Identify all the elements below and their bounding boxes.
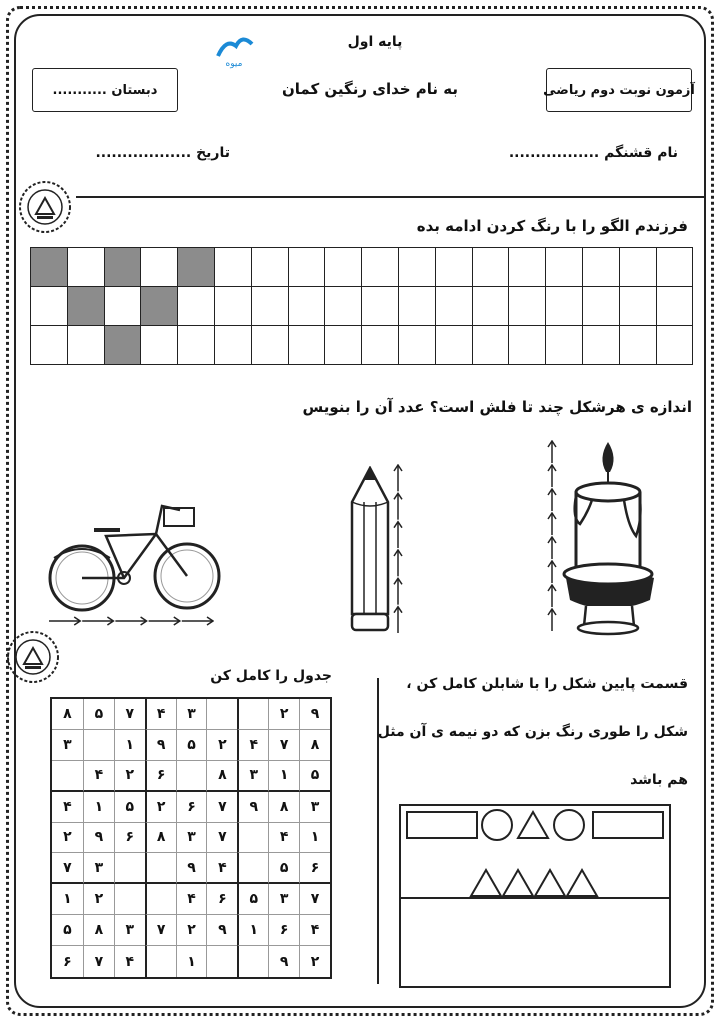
sudoku-cell: ۸ — [206, 761, 237, 792]
pattern-cell[interactable] — [215, 287, 252, 326]
pattern-cell[interactable] — [141, 287, 178, 326]
arrow-segment — [548, 465, 556, 487]
sudoku-cell: ۱ — [114, 730, 145, 761]
arrow-segment — [548, 609, 556, 631]
grade-label: پایه اول — [347, 34, 403, 50]
sudoku-cell: ۲ — [268, 699, 299, 730]
arrow-segment — [394, 607, 402, 633]
pattern-cell[interactable] — [31, 326, 68, 365]
pattern-cell[interactable] — [141, 248, 178, 287]
sudoku-cell: ۳ — [268, 884, 299, 915]
pattern-cell[interactable] — [509, 248, 546, 287]
pattern-cell[interactable] — [583, 248, 620, 287]
sudoku-cell: ۱ — [268, 761, 299, 792]
arrow-segment — [548, 489, 556, 511]
sudoku-cell: ۹ — [145, 730, 176, 761]
pattern-cell[interactable] — [399, 248, 436, 287]
sudoku-cell[interactable] — [83, 730, 114, 761]
arrow-segment — [82, 617, 113, 625]
sudoku-cell: ۵ — [237, 884, 268, 915]
arrow-segment — [548, 561, 556, 583]
sudoku-cell: ۵ — [176, 730, 207, 761]
sudoku-cell: ۳ — [176, 699, 207, 730]
pattern-cell[interactable] — [436, 326, 473, 365]
sudoku-cell: ۹ — [268, 946, 299, 977]
pattern-cell[interactable] — [583, 326, 620, 365]
sudoku-grid[interactable] — [50, 697, 332, 979]
arrow-segment — [548, 513, 556, 535]
pattern-cell[interactable] — [141, 326, 178, 365]
pattern-cell[interactable] — [473, 287, 510, 326]
sudoku-cell: ۷ — [52, 853, 83, 884]
triangle-shape — [567, 870, 597, 896]
circle-shape — [482, 810, 512, 840]
sudoku-cell: ۸ — [268, 792, 299, 823]
sudoku-cell: ۲ — [145, 792, 176, 823]
pattern-cell[interactable] — [68, 287, 105, 326]
pencil-icon — [348, 466, 392, 634]
pattern-cell[interactable] — [473, 248, 510, 287]
sudoku-cell: ۴ — [237, 730, 268, 761]
sudoku-cell: ۶ — [206, 884, 237, 915]
pattern-cell[interactable] — [399, 287, 436, 326]
pattern-cell[interactable] — [178, 287, 215, 326]
pattern-cell[interactable] — [436, 287, 473, 326]
sudoku-cell: ۳ — [52, 730, 83, 761]
sudoku-cell: ۷ — [206, 823, 237, 854]
sudoku-cell: ۶ — [268, 915, 299, 946]
sudoku-cell[interactable] — [206, 946, 237, 977]
sudoku-cell: ۷ — [83, 946, 114, 977]
pattern-cell[interactable] — [289, 326, 326, 365]
pattern-cell[interactable] — [178, 248, 215, 287]
sudoku-cell: ۸ — [299, 730, 330, 761]
circle-shape — [554, 810, 584, 840]
sudoku-cell: ۶ — [114, 823, 145, 854]
logo-text: میوه — [225, 59, 243, 69]
sudoku-cell: ۳ — [114, 915, 145, 946]
sudoku-cell: ۸ — [83, 915, 114, 946]
sudoku-cell[interactable] — [237, 853, 268, 884]
sudoku-cell: ۸ — [145, 823, 176, 854]
triangle-shape — [535, 870, 565, 896]
candle-icon — [562, 440, 662, 636]
arrow-segment — [182, 617, 213, 625]
pattern-cell[interactable] — [620, 248, 657, 287]
arrow-segment — [548, 585, 556, 607]
arrow-segment — [394, 493, 402, 519]
rectangle-shape — [593, 812, 663, 838]
pattern-cell[interactable] — [325, 287, 362, 326]
pattern-cell[interactable] — [68, 326, 105, 365]
sudoku-cell: ۹ — [299, 699, 330, 730]
pattern-cell[interactable] — [105, 326, 142, 365]
sudoku-cell: ۴ — [114, 946, 145, 977]
sudoku-cell: ۲ — [206, 730, 237, 761]
pencil-arrow-scale — [390, 464, 406, 634]
sudoku-cell: ۷ — [299, 884, 330, 915]
pattern-cell[interactable] — [215, 248, 252, 287]
sudoku-cell: ۹ — [206, 915, 237, 946]
sudoku-title: جدول را کامل کن — [210, 668, 332, 684]
sudoku-cell: ۶ — [299, 853, 330, 884]
triangle-shape — [503, 870, 533, 896]
arrow-segment — [394, 578, 402, 604]
bicycle-icon — [44, 496, 224, 616]
sudoku-cell: ۷ — [268, 730, 299, 761]
sudoku-cell[interactable] — [52, 761, 83, 792]
pattern-instruction: فرزندم الگو را با رنگ کردن ادامه بده — [416, 217, 688, 235]
arrow-segment — [394, 550, 402, 576]
sudoku-cell: ۴ — [83, 761, 114, 792]
sudoku-cell[interactable] — [114, 884, 145, 915]
pattern-cell[interactable] — [105, 287, 142, 326]
sudoku-cell[interactable] — [237, 946, 268, 977]
sudoku-cell[interactable] — [114, 853, 145, 884]
sudoku-cell[interactable] — [145, 853, 176, 884]
sudoku-cell: ۷ — [145, 915, 176, 946]
sudoku-cell[interactable] — [237, 699, 268, 730]
school-emblem-icon — [18, 180, 72, 234]
pattern-cell[interactable] — [362, 287, 399, 326]
pattern-cell[interactable] — [362, 326, 399, 365]
bismillah-title: به نام خدای رنگین کمان — [281, 80, 459, 98]
sudoku-cell: ۸ — [52, 699, 83, 730]
sudoku-cell: ۶ — [145, 761, 176, 792]
sudoku-cell: ۴ — [268, 823, 299, 854]
sudoku-cell: ۵ — [268, 853, 299, 884]
pattern-cell[interactable] — [509, 326, 546, 365]
sudoku-cell: ۲ — [52, 823, 83, 854]
pattern-cell[interactable] — [252, 287, 289, 326]
sudoku-cell: ۹ — [237, 792, 268, 823]
symmetry-instruction-1: قسمت پایین شکل را با شابلن کامل کن ، — [406, 676, 688, 692]
pattern-cell[interactable] — [68, 248, 105, 287]
pattern-cell[interactable] — [509, 287, 546, 326]
arrow-segment — [548, 537, 556, 559]
sudoku-cell: ۶ — [63, 953, 72, 970]
arrow-segment — [548, 441, 556, 463]
pattern-cell[interactable] — [546, 287, 583, 326]
symmetry-figure[interactable] — [399, 804, 671, 988]
sudoku-cell: ۳ — [237, 761, 268, 792]
pattern-cell[interactable] — [215, 326, 252, 365]
sudoku-cell: ۱ — [83, 792, 114, 823]
sudoku-cell: ۵ — [299, 761, 330, 792]
header-divider — [76, 196, 706, 198]
pattern-cell[interactable] — [399, 326, 436, 365]
sudoku-cell: ۷ — [114, 699, 145, 730]
pattern-cell[interactable] — [546, 326, 583, 365]
triangle-shape — [518, 812, 548, 838]
sudoku-cell[interactable] — [145, 884, 176, 915]
sudoku-cell: ۶ — [176, 792, 207, 823]
school-field[interactable]: دبستان ........... — [32, 68, 178, 112]
pattern-cell[interactable] — [657, 248, 694, 287]
pattern-cell[interactable] — [289, 248, 326, 287]
pattern-cell[interactable] — [325, 248, 362, 287]
sudoku-cell: ۴ — [206, 853, 237, 884]
sudoku-cell: ۵ — [83, 699, 114, 730]
pattern-cell[interactable] — [657, 326, 694, 365]
arrow-segment — [394, 465, 402, 491]
arrow-segment — [394, 522, 402, 548]
arrow-segment — [115, 617, 146, 625]
bike-arrow-scale — [48, 613, 214, 627]
sudoku-cell: ۱ — [299, 823, 330, 854]
sudoku-cell: ۴ — [176, 884, 207, 915]
sudoku-cell: ۵ — [114, 792, 145, 823]
pattern-cell[interactable] — [178, 326, 215, 365]
sudoku-cell[interactable] — [176, 761, 207, 792]
pattern-cell[interactable] — [620, 326, 657, 365]
pattern-cell[interactable] — [325, 326, 362, 365]
exam-title-box: آزمون نوبت دوم ریاضی — [546, 68, 692, 112]
sudoku-cell: ۱ — [176, 946, 207, 977]
measure-instruction: اندازه ی هرشکل چند تا فلش است؟ عدد آن را بنویس — [302, 398, 692, 416]
triangle-shape — [471, 870, 501, 896]
sudoku-cell: ۴ — [52, 792, 83, 823]
arrow-segment — [49, 617, 80, 625]
pattern-cell[interactable] — [31, 287, 68, 326]
school-emblem-icon — [6, 630, 60, 684]
pattern-grid — [30, 247, 693, 365]
date-field[interactable]: تاریخ .................. — [95, 145, 230, 161]
sudoku-cell: ۴ — [299, 915, 330, 946]
sudoku-cell: ۲ — [114, 761, 145, 792]
pattern-cell[interactable] — [362, 248, 399, 287]
arrow-segment — [149, 617, 180, 625]
brand-logo — [212, 30, 258, 70]
sudoku-cell: ۲ — [176, 915, 207, 946]
pattern-cell[interactable] — [436, 248, 473, 287]
pattern-cell[interactable] — [105, 248, 142, 287]
pattern-cell[interactable] — [289, 287, 326, 326]
pattern-cell[interactable] — [620, 287, 657, 326]
rectangle-shape — [407, 812, 477, 838]
name-field[interactable]: نام قشنگم ................. — [508, 145, 678, 161]
pattern-cell[interactable] — [657, 287, 694, 326]
sudoku-cell: ۲ — [83, 884, 114, 915]
pattern-cell[interactable] — [252, 248, 289, 287]
symmetry-instruction-2: شکل را طوری رنگ بزن که دو نیمه ی آن مثل — [377, 724, 688, 740]
sudoku-cell: ۱ — [52, 884, 83, 915]
pattern-cell[interactable] — [31, 248, 68, 287]
sudoku-cell: ۹ — [176, 853, 207, 884]
sudoku-cell: ۷ — [206, 792, 237, 823]
sudoku-cell: ۳ — [176, 823, 207, 854]
sudoku-cell[interactable] — [206, 699, 237, 730]
pattern-cell[interactable] — [252, 326, 289, 365]
sudoku-cell: ۱ — [237, 915, 268, 946]
sudoku-cell[interactable] — [145, 946, 176, 977]
sudoku-cell: ۹ — [83, 823, 114, 854]
sudoku-cell: ۲ — [299, 946, 330, 977]
symmetry-instruction-3: هم باشد — [630, 772, 688, 788]
pattern-cell[interactable] — [583, 287, 620, 326]
candle-arrow-scale — [544, 440, 560, 632]
pattern-cell[interactable] — [473, 326, 510, 365]
pattern-cell[interactable] — [546, 248, 583, 287]
sudoku-cell: ۵ — [52, 915, 83, 946]
sudoku-cell[interactable] — [237, 823, 268, 854]
sudoku-cell: ۴ — [145, 699, 176, 730]
sudoku-cell: ۳ — [299, 792, 330, 823]
sudoku-cell: ۳ — [83, 853, 114, 884]
